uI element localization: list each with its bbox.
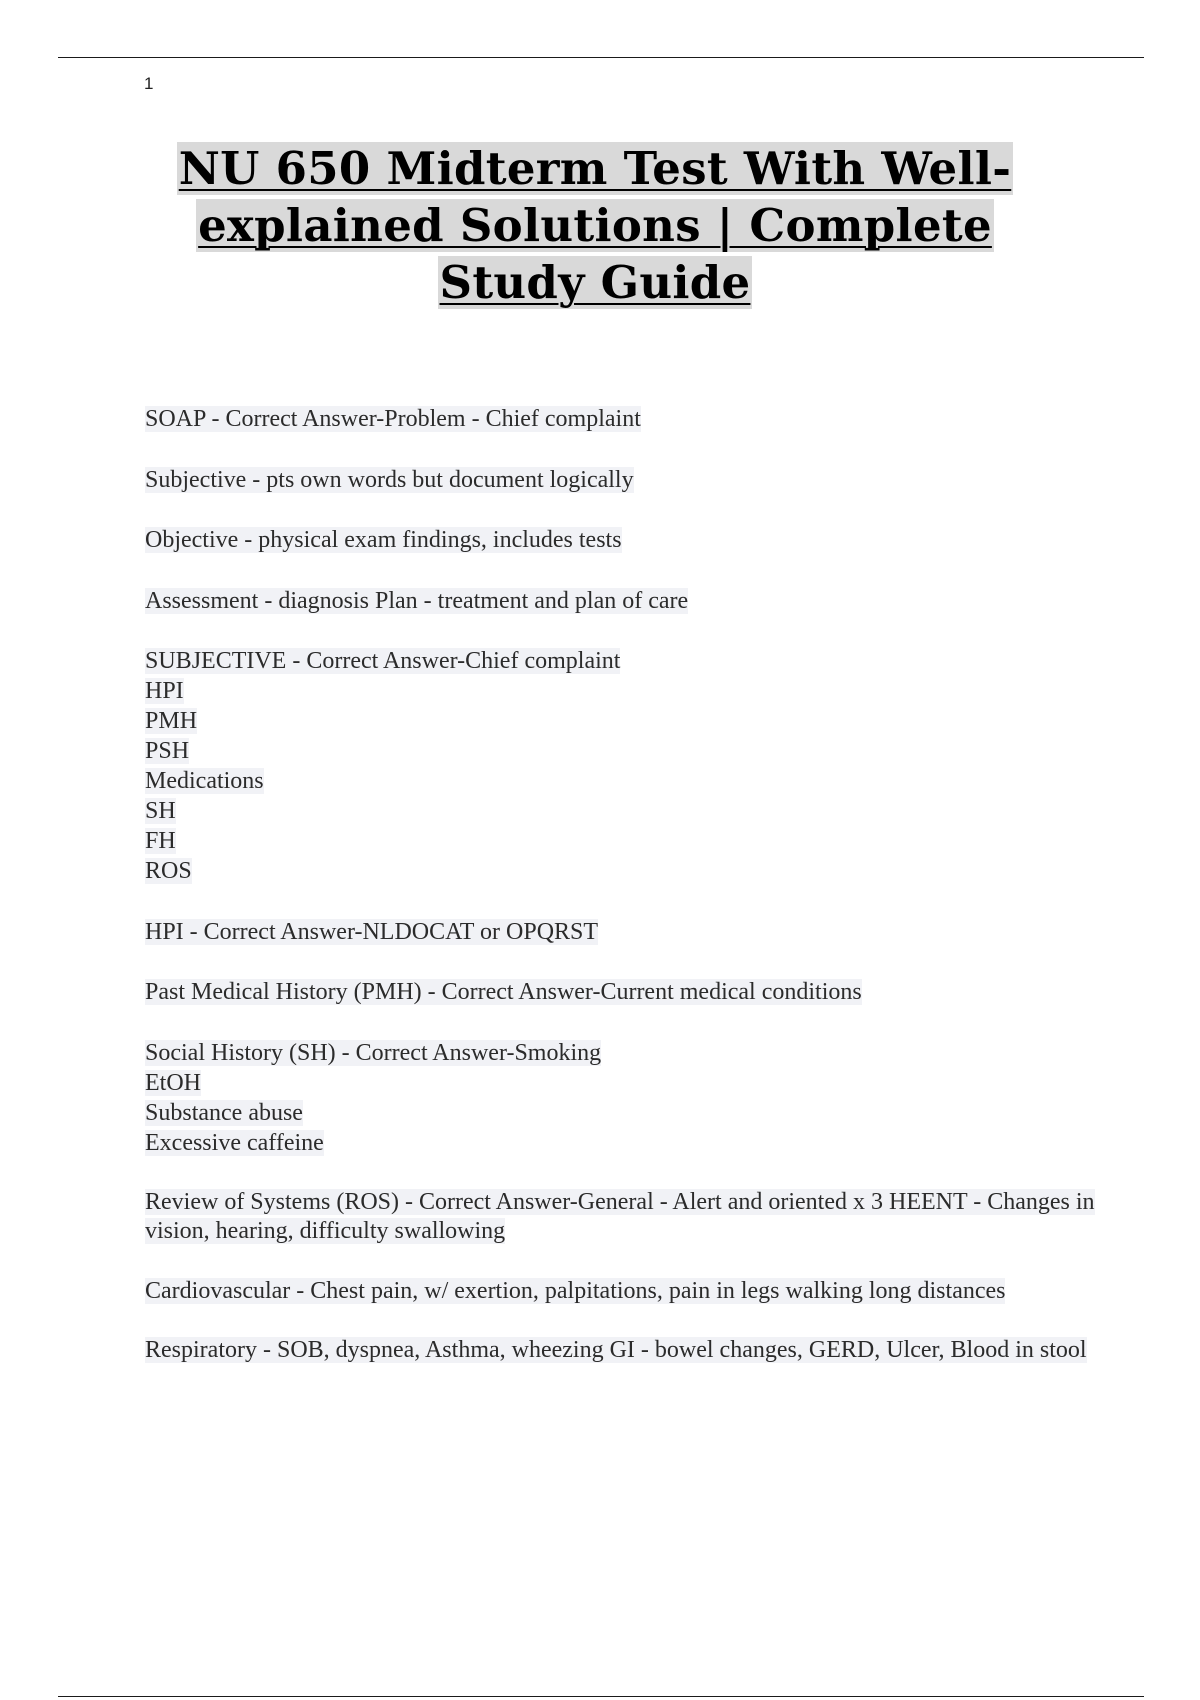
entry-line: Assessment - diagnosis Plan - treatment and plan of care <box>145 587 689 614</box>
entry-line: Past Medical History (PMH) - Correct Answer-Current medical conditions <box>145 979 862 1005</box>
entry-line: HPI <box>145 678 184 704</box>
qa-entry-assessment <box>145 586 1105 616</box>
entry-line: Medications <box>145 768 264 794</box>
qa-entry-respiratory <box>145 1336 1105 1365</box>
entry-line: SH <box>145 798 176 824</box>
qa-entry-objective <box>145 525 1105 555</box>
entry-line: SOAP - Correct Answer-Problem - Chief complaint <box>145 406 641 432</box>
qa-entry-ros <box>145 1188 1105 1246</box>
entry-line: Social History (SH) - Correct Answer-Smoking <box>145 1039 602 1066</box>
footer-rule <box>58 1696 1144 1697</box>
entry-line: PSH <box>145 738 190 764</box>
page-number: 1 <box>144 74 154 93</box>
entry-line: EtOH <box>145 1069 201 1096</box>
qa-entry-subjective-components <box>145 646 1105 886</box>
entry-line: Objective - physical exam findings, includes tests <box>145 527 622 553</box>
entry-line: Substance abuse <box>145 1099 303 1126</box>
qa-entry-social-history <box>145 1038 1105 1158</box>
entry-text: Respiratory - SOB, dyspnea, Asthma, wheezing GI - bowel changes, GERD, Ulcer, Blood in stool <box>145 1337 1087 1363</box>
entry-text: Review of Systems (ROS) - Correct Answer-General - Alert and oriented x 3 HEENT - Changes in vision, hearing, difficulty swallowing <box>145 1189 1095 1244</box>
document-title-text: NU 650 Midterm Test With Well-explained Solutions | Complete Study Guide <box>178 142 1012 309</box>
header-rule <box>58 57 1144 58</box>
entry-line: Subjective - pts own words but document logically <box>145 466 634 493</box>
document-body <box>145 404 1105 1396</box>
entry-line: FH <box>145 828 176 854</box>
entry-line: Excessive caffeine <box>145 1129 324 1156</box>
qa-entry-soap <box>145 404 1105 434</box>
entry-line: PMH <box>145 708 198 734</box>
entry-line: HPI - Correct Answer-NLDOCAT or OPQRST <box>145 918 599 945</box>
qa-entry-pmh <box>145 977 1105 1007</box>
qa-entry-hpi <box>145 917 1105 947</box>
qa-entry-subjective <box>145 465 1105 495</box>
entry-text: Cardiovascular - Chest pain, w/ exertion, palpitations, pain in legs walking long distances <box>145 1277 1006 1304</box>
qa-entry-cardiovascular <box>145 1277 1105 1306</box>
entry-line: SUBJECTIVE - Correct Answer-Chief complaint <box>145 648 621 674</box>
entry-line: ROS <box>145 858 192 884</box>
document-title <box>145 140 1045 311</box>
